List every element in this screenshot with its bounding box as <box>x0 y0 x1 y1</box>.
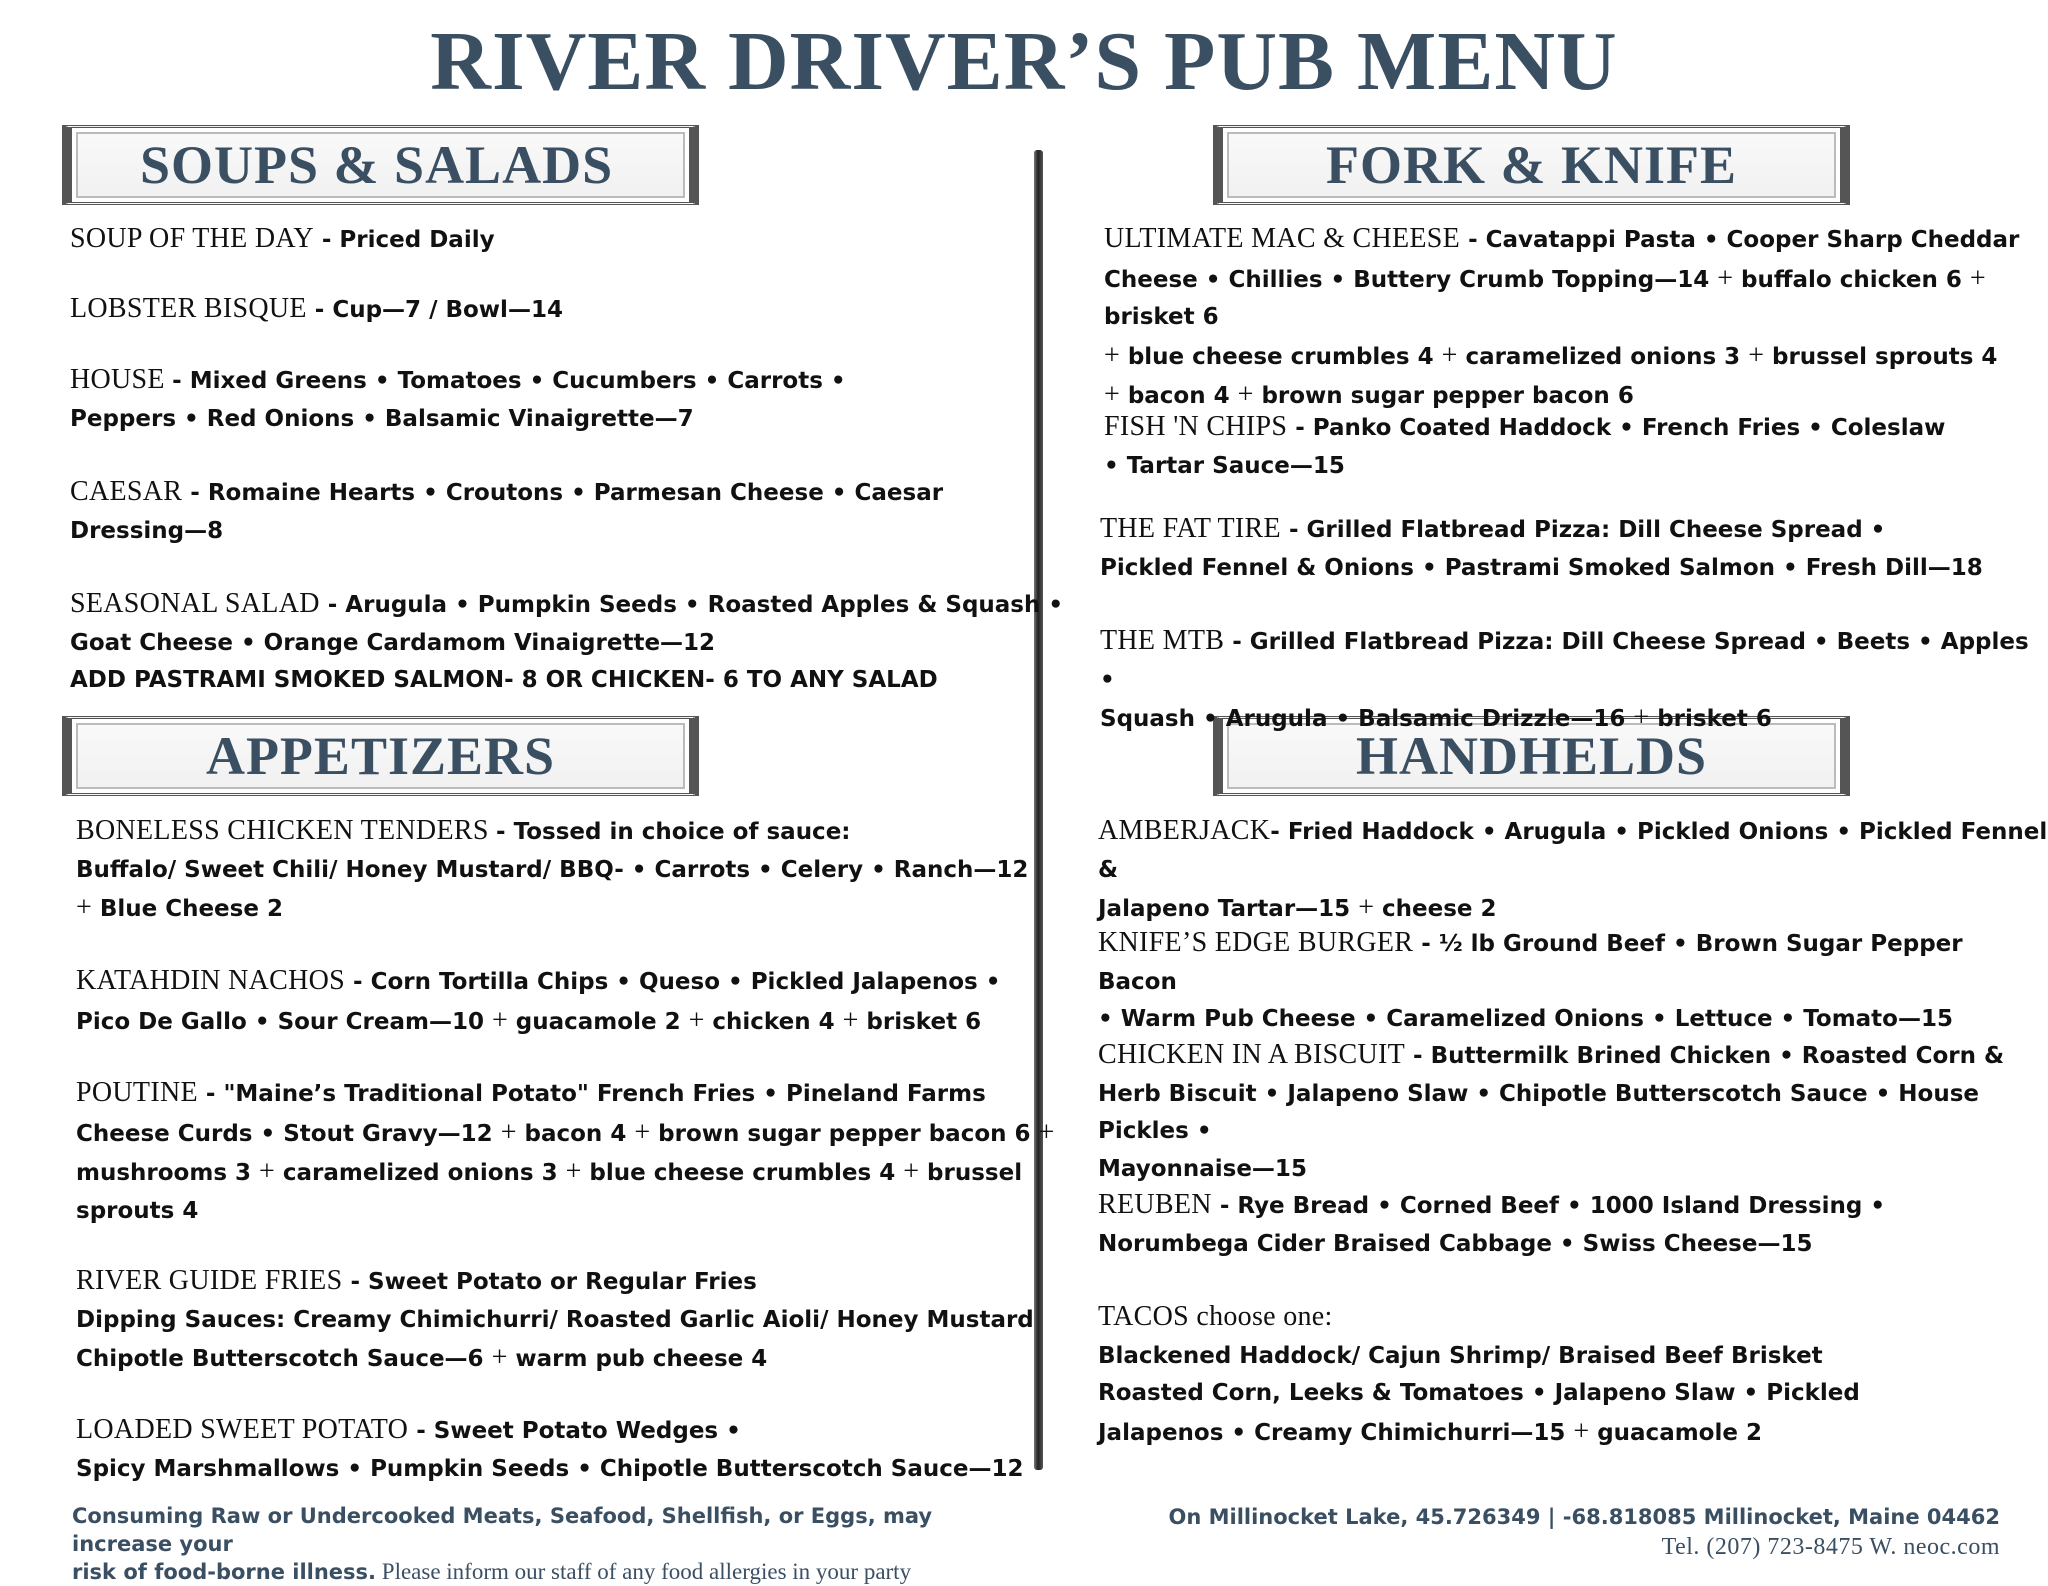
separator: - <box>1280 517 1307 543</box>
menu-item-loaded-sweet-potato <box>76 1411 1023 1488</box>
item-addon: brussel <box>927 1160 1023 1186</box>
item-name: KATAHDIN NACHOS <box>76 965 346 996</box>
item-addon: warm pub cheese 4 <box>515 1346 768 1372</box>
item-desc: Rye Bread • Corned Beef • 1000 Island Dressing • <box>1237 1193 1886 1219</box>
item-desc: Grilled Flatbread Pizza: Dill Cheese Spread • <box>1306 517 1886 543</box>
item-desc: • Tartar Sauce—15 <box>1104 452 1345 479</box>
section-banner-soups-salads <box>62 125 699 205</box>
plus-sign: + <box>76 892 92 923</box>
plus-sign: + <box>634 1116 651 1148</box>
plus-sign: + <box>1038 1116 1055 1148</box>
section-title-appetizers: APPETIZERS <box>205 726 556 786</box>
menu-item-amberjack <box>1098 812 2048 929</box>
item-desc: Goat Cheese • Orange Cardamom Vinaigrette—12 <box>70 629 716 656</box>
separator: - <box>1224 629 1250 655</box>
plus-sign: + <box>491 1342 508 1373</box>
separator: - <box>182 480 208 506</box>
item-desc: Cheese Curds • Stout Gravy—12 <box>76 1120 501 1147</box>
plus-sign: + <box>1969 262 1986 294</box>
separator: - <box>1287 415 1313 441</box>
menu-item-the-mtb <box>1100 622 2048 739</box>
item-desc: Chipotle Butterscotch Sauce—6 <box>76 1346 492 1372</box>
plus-sign: + <box>1104 339 1120 371</box>
item-desc: Mixed Greens • Tomatoes • Cucumbers • Carrots • <box>189 368 846 394</box>
plus-sign: + <box>259 1156 275 1187</box>
plus-sign: + <box>1358 892 1374 923</box>
menu-item-fish-n-chips <box>1104 408 1945 485</box>
item-addon-note: ADD PASTRAMI SMOKED SALMON- 8 OR CHICKEN- 6 TO ANY SALAD <box>70 667 938 693</box>
item-addon: blue cheese crumbles 4 <box>1127 343 1442 370</box>
item-desc: Buttermilk Brined Chicken • Roasted Corn & <box>1430 1043 2005 1069</box>
separator: - <box>1405 1043 1431 1069</box>
item-name: KNIFE’S EDGE BURGER <box>1098 927 1414 958</box>
menu-item-knifes-edge-burger <box>1098 924 2048 1039</box>
item-addon: brussel sprouts 4 <box>1772 343 1998 370</box>
item-addon: guacamole 2 <box>1597 1419 1762 1446</box>
plus-sign: + <box>1573 1415 1590 1447</box>
item-desc: • Warm Pub Cheese • Caramelized Onions • Lettuce • Tomato—15 <box>1098 1006 1953 1032</box>
item-addon: brisket 6 <box>866 1008 982 1035</box>
plus-sign: + <box>688 1004 705 1036</box>
menu-item-lobster-bisque <box>70 290 563 330</box>
item-desc: Squash • Arugula • Balsamic Drizzle—16 <box>1100 706 1634 732</box>
separator: - <box>313 227 340 253</box>
item-addon: sprouts 4 <box>76 1197 199 1224</box>
item-desc: Mayonnaise—15 <box>1098 1155 1307 1182</box>
plus-sign: + <box>842 1004 859 1036</box>
plus-sign: + <box>500 1116 517 1148</box>
item-desc: Dipping Sauces: Creamy Chimichurri/ Roasted Garlic Aioli/ Honey Mustard <box>76 1306 1034 1333</box>
item-desc: "Maine’s Traditional Potato" French Fries • Pineland Farms <box>223 1081 986 1107</box>
item-name: ULTIMATE MAC & CHEESE <box>1104 223 1461 254</box>
menu-item-seasonal-salad <box>70 585 1063 700</box>
menu-item-chicken-tenders <box>76 812 1028 929</box>
item-desc: Arugula • Pumpkin Seeds • Roasted Apples & Squash • <box>345 592 1064 618</box>
item-desc: Jalapenos • Creamy Chimichurri—15 <box>1098 1419 1574 1446</box>
plus-sign: + <box>491 1004 508 1036</box>
item-desc: Grilled Flatbread Pizza: Dill Cheese Spread • Beets • Apples • <box>1100 629 2029 693</box>
section-title-handhelds: HANDHELDS <box>1355 726 1708 786</box>
contact-info <box>1169 1502 2001 1562</box>
item-addon: cheese 2 <box>1382 896 1497 922</box>
separator: - <box>496 819 514 845</box>
separator: - <box>408 1418 434 1444</box>
plus-sign: + <box>1104 379 1120 410</box>
item-name: AMBERJACK <box>1098 815 1271 846</box>
plus-sign: + <box>903 1156 920 1187</box>
separator: - <box>1460 227 1486 253</box>
warning-text: Consuming Raw or Undercooked Meats, Seafood, Shellfish, or Eggs, may increase your <box>72 1504 933 1556</box>
plus-sign: + <box>565 1156 582 1187</box>
item-desc: ½ lb Ground Beef • Brown Sugar Pepper Bacon <box>1098 931 1963 995</box>
menu-item-caesar <box>70 473 943 550</box>
item-name: LOBSTER BISQUE <box>70 293 307 324</box>
phone-web-text: Tel. (207) 723-8475 W. neoc.com <box>1661 1534 2000 1560</box>
item-addon: caramelized onions 3 <box>1465 343 1749 370</box>
menu-item-reuben <box>1098 1186 1885 1263</box>
item-name: POUTINE <box>76 1077 198 1108</box>
item-addon: chicken 4 <box>712 1008 843 1035</box>
warning-text: risk of food-borne illness. <box>72 1560 377 1584</box>
item-addon: bacon 4 <box>1127 383 1238 409</box>
item-desc: Cheese • Chillies • Buttery Crumb Topping—14 <box>1104 266 1718 293</box>
plus-sign: + <box>1441 339 1458 371</box>
item-addon: Blue Cheese 2 <box>99 896 283 922</box>
separator: - <box>172 368 190 394</box>
column-divider <box>1034 150 1043 1470</box>
item-desc: Cup—7 / Bowl—14 <box>332 297 563 323</box>
separator: - <box>345 969 371 995</box>
menu-item-the-fat-tire <box>1100 510 1983 587</box>
item-name: RIVER GUIDE FRIES <box>76 1265 343 1296</box>
menu-item-river-guide-fries <box>76 1262 1034 1379</box>
item-desc: Roasted Corn, Leeks & Tomatoes • Jalapeno Slaw • Pickled <box>1098 1380 1860 1406</box>
item-name: THE MTB <box>1100 625 1225 656</box>
item-name: BONELESS CHICKEN TENDERS <box>76 815 497 846</box>
menu-item-chicken-in-a-biscuit <box>1098 1036 2048 1188</box>
location-text: On Millinocket Lake, 45.726349 | -68.818085 Millinocket, Maine 04462 <box>1168 1505 2000 1529</box>
menu-item-ultimate-mac-cheese <box>1104 220 2048 416</box>
separator: - <box>342 1269 369 1295</box>
item-addon: brown sugar pepper bacon 6 <box>658 1120 1039 1147</box>
item-name: CAESAR <box>70 476 183 507</box>
item-name: THE FAT TIRE <box>1100 513 1281 544</box>
item-desc: Corn Tortilla Chips • Queso • Pickled Jalapenos • <box>370 969 1001 995</box>
menu-title: RIVER DRIVER’S PUB MENU <box>430 15 1618 108</box>
menu-item-katahdin-nachos <box>76 962 1000 1041</box>
item-desc: Romaine Hearts • Croutons • Parmesan Cheese • Caesar <box>207 480 944 506</box>
item-desc: Dressing—8 <box>70 517 224 544</box>
item-name: HOUSE <box>70 364 173 395</box>
section-title-fork-knife: FORK & KNIFE <box>1326 135 1737 195</box>
item-name: SEASONAL SALAD <box>70 588 320 619</box>
item-name: CHICKEN IN A BISCUIT <box>1098 1039 1406 1070</box>
menu-item-house-salad <box>70 361 846 438</box>
section-banner-fork-knife <box>1213 125 1850 205</box>
item-addon: brisket 6 <box>1657 706 1772 732</box>
item-desc: Panko Coated Haddock • French Fries • Coleslaw <box>1312 415 1946 441</box>
separator: - <box>306 297 333 323</box>
item-desc: Pickled Fennel & Onions • Pastrami Smoked Salmon • Fresh Dill—18 <box>1100 554 1983 581</box>
item-desc: Norumbega Cider Braised Cabbage • Swiss Cheese—15 <box>1098 1230 1813 1257</box>
item-addon: guacamole 2 <box>515 1008 689 1035</box>
plus-sign: + <box>1237 379 1254 410</box>
item-desc: Jalapeno Tartar—15 <box>1098 896 1359 922</box>
separator: - <box>197 1081 224 1107</box>
item-desc: - Fried Haddock • Arugula • Pickled Onions • Pickled Fennel & <box>1098 819 2048 883</box>
separator: - <box>319 592 346 618</box>
plus-sign: + <box>1717 262 1734 294</box>
item-desc: Buffalo/ Sweet Chili/ Honey Mustard/ BBQ- • Carrots • Celery • Ranch—12 <box>76 856 1029 883</box>
item-desc: Sweet Potato Wedges • <box>433 1418 741 1444</box>
item-name: REUBEN <box>1098 1189 1212 1220</box>
section-title-soups-salads: SOUPS & SALADS <box>140 135 614 195</box>
item-name: LOADED SWEET POTATO <box>76 1414 409 1445</box>
item-addon: brisket 6 <box>1104 304 1219 330</box>
item-desc: Pico De Gallo • Sour Cream—10 <box>76 1008 492 1035</box>
item-addon: bacon 4 <box>524 1120 635 1147</box>
menu-item-tacos <box>1098 1298 1860 1452</box>
separator: - <box>1413 931 1439 957</box>
plus-sign: + <box>1633 702 1650 733</box>
item-addon: buffalo chicken 6 <box>1741 266 1970 293</box>
item-addon: brown sugar pepper bacon 6 <box>1261 383 1634 409</box>
item-name: TACOS choose one: <box>1098 1301 1333 1332</box>
item-desc: Peppers • Red Onions • Balsamic Vinaigrette—7 <box>70 405 694 432</box>
item-addon: mushrooms 3 <box>76 1160 260 1186</box>
item-desc: Blackened Haddock/ Cajun Shrimp/ Braised Beef Brisket <box>1098 1342 1823 1369</box>
item-name: SOUP OF THE DAY <box>70 223 314 254</box>
menu-item-poutine <box>76 1074 1054 1230</box>
item-desc: Tossed in choice of sauce: <box>513 819 851 845</box>
plus-sign: + <box>1748 339 1764 371</box>
item-desc: Sweet Potato or Regular Fries <box>368 1269 757 1295</box>
item-desc: Cavatappi Pasta • Cooper Sharp Cheddar <box>1485 227 2020 253</box>
separator: - <box>1211 1193 1238 1219</box>
section-banner-appetizers <box>62 716 699 796</box>
item-addon: blue cheese crumbles 4 <box>589 1160 904 1186</box>
item-desc: Herb Biscuit • Jalapeno Slaw • Chipotle Butterscotch Sauce • House Pickles • <box>1098 1080 1980 1144</box>
food-safety-warning <box>72 1502 1032 1586</box>
item-name: FISH 'N CHIPS <box>1104 411 1288 442</box>
menu-item-soup-of-the-day <box>70 220 495 260</box>
item-addon: caramelized onions 3 <box>282 1160 566 1186</box>
item-desc: Spicy Marshmallows • Pumpkin Seeds • Chipotle Butterscotch Sauce—12 <box>76 1455 1024 1482</box>
item-desc: Priced Daily <box>339 227 495 253</box>
allergy-note: Please inform our staff of any food allergies in your party <box>376 1559 912 1584</box>
